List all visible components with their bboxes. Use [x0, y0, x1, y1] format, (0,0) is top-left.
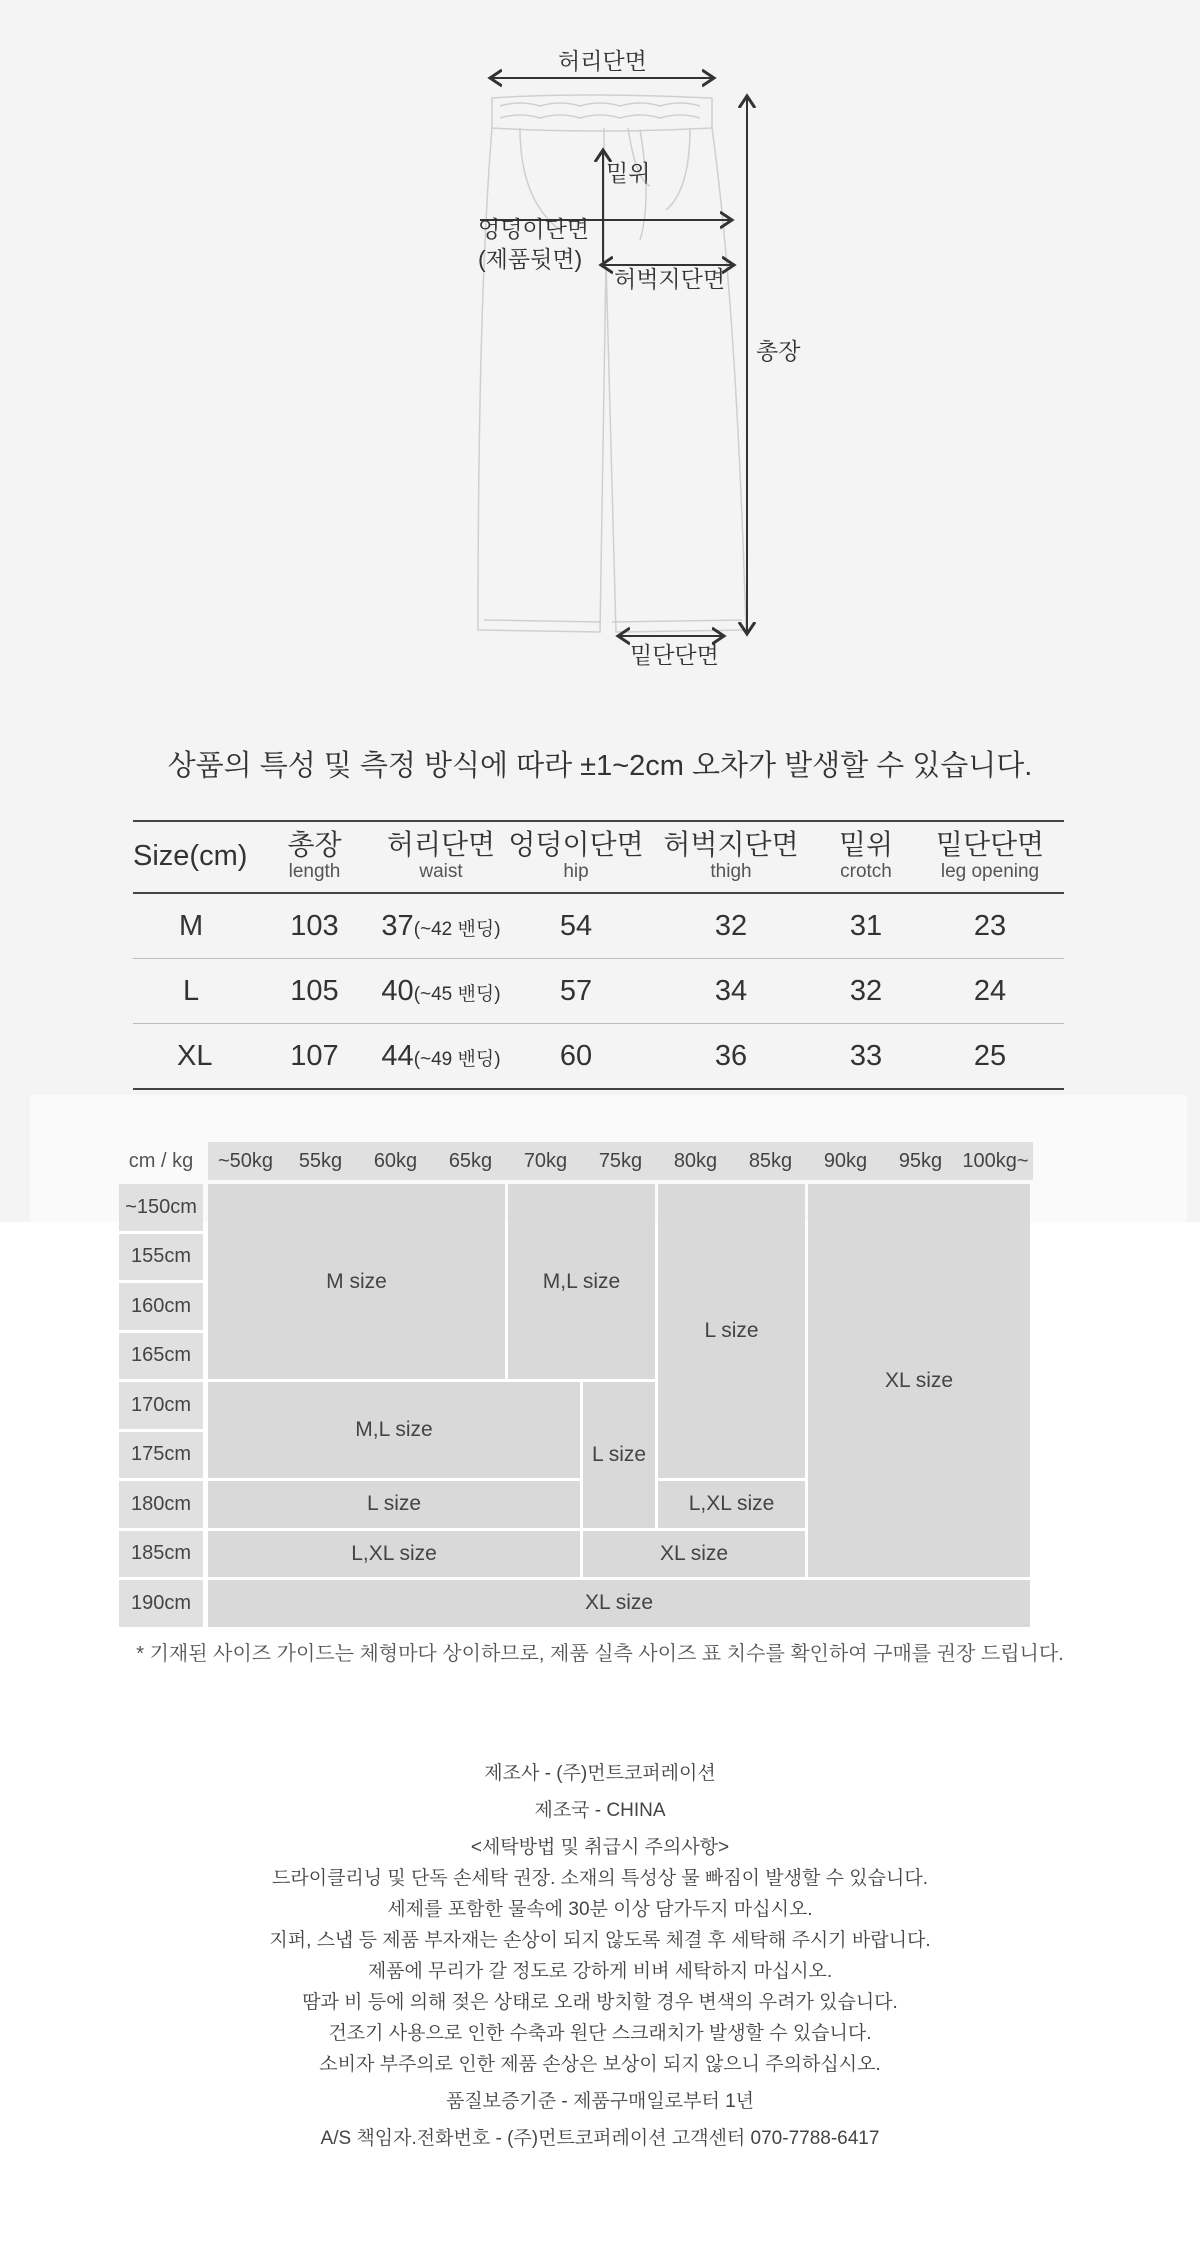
cell-crotch: 32 — [816, 959, 916, 1024]
cell-crotch: 31 — [816, 893, 916, 959]
waist-label: 허리단면 — [558, 48, 647, 74]
cell-leg-opening: 25 — [916, 1024, 1064, 1090]
height-header: 155cm — [119, 1234, 203, 1281]
size-region: XL size — [583, 1531, 805, 1578]
cell-size: L — [133, 959, 253, 1024]
hip-label: 엉덩이단면 — [478, 216, 590, 242]
weight-header: 85kg — [748, 1149, 793, 1172]
height-header: ~150cm — [119, 1184, 203, 1231]
table-row — [133, 1024, 1064, 1090]
cell-waist: 40(~45 밴딩) — [376, 959, 506, 1024]
band-note: (~49 밴딩) — [413, 1048, 501, 1070]
rise-label: 밑위 — [606, 160, 651, 186]
cell-waist: 37(~42 밴딩) — [376, 893, 506, 959]
pants-diagram — [0, 0, 1200, 690]
cell-leg-opening: 23 — [916, 893, 1064, 959]
cell-hip: 60 — [506, 1024, 646, 1090]
care-line: 건조기 사용으로 인한 수축과 원단 스크래치가 발생할 수 있습니다. — [328, 2023, 872, 2044]
height-header: 160cm — [119, 1283, 203, 1330]
cell-thigh: 36 — [646, 1024, 816, 1090]
cell-waist: 44(~49 밴딩) — [376, 1024, 506, 1090]
leg-opening-label: 밑단단면 — [630, 642, 719, 668]
care-line: 제품에 무리가 갈 정도로 강하게 비벼 세탁하지 마십시오. — [367, 1961, 833, 1982]
header-thigh: 허벅지단면 thigh — [646, 821, 816, 893]
cell-size: M — [133, 893, 253, 959]
weight-header: 55kg — [298, 1149, 343, 1172]
weight-header: 60kg — [373, 1149, 418, 1172]
size-region: XL size — [208, 1580, 1030, 1627]
header-length: 총장 length — [253, 821, 376, 893]
cell-hip: 57 — [506, 959, 646, 1024]
country-of-origin: 제조국 - CHINA — [534, 1800, 666, 1821]
header-leg-opening: 밑단단면 leg opening — [916, 821, 1064, 893]
band-note: (~45 밴딩) — [413, 983, 501, 1005]
height-header: 190cm — [119, 1580, 203, 1627]
weight-header: 70kg — [523, 1149, 568, 1172]
size-table-header — [133, 821, 1064, 893]
height-header: 185cm — [119, 1531, 203, 1578]
height-header: 175cm — [119, 1432, 203, 1479]
footnote: * 기재된 사이즈 가이드는 체형마다 상이하므로, 제품 실측 사이즈 표 치수를 확인하여 구매를 권장 드립니다. — [136, 1643, 1064, 1665]
weight-header: 80kg — [673, 1149, 718, 1172]
cell-hip: 54 — [506, 893, 646, 959]
care-line: 드라이클리닝 및 단독 손세탁 권장. 소재의 특성상 물 빠짐이 발생할 수 있습니다. — [272, 1868, 928, 1889]
care-title: <세탁방법 및 취급시 주의사항> — [470, 1837, 730, 1858]
cell-length: 107 — [253, 1024, 376, 1090]
weight-header: 90kg — [823, 1149, 868, 1172]
cell-crotch: 33 — [816, 1024, 916, 1090]
weight-header: 75kg — [598, 1149, 643, 1172]
measurement-notice: 상품의 특성 및 측정 방식에 따라 ±1~2cm 오차가 발생할 수 있습니다. — [167, 750, 1033, 782]
height-header: 170cm — [119, 1382, 203, 1429]
header-crotch: 밑위 crotch — [816, 821, 916, 893]
height-header: 180cm — [119, 1481, 203, 1528]
size-region: M,L size — [508, 1184, 655, 1379]
size-region: L,XL size — [658, 1481, 805, 1528]
header-hip: 엉덩이단면 hip — [506, 821, 646, 893]
manufacturer: 제조사 - (주)먼트코퍼레이션 — [484, 1763, 716, 1784]
cell-leg-opening: 24 — [916, 959, 1064, 1024]
cell-length: 105 — [253, 959, 376, 1024]
size-region: L size — [658, 1184, 805, 1478]
size-region: L size — [583, 1382, 655, 1528]
pants-illustration — [0, 0, 1200, 690]
cell-length: 103 — [253, 893, 376, 959]
header-size: Size(cm) — [133, 821, 253, 893]
weight-header: 95kg — [898, 1149, 943, 1172]
hip-back-label: (제품뒷면) — [478, 246, 583, 272]
size-region: M size — [208, 1184, 505, 1379]
care-line: 세제를 포함한 물속에 30분 이상 담가두지 마십시오. — [387, 1899, 813, 1920]
size-region: M,L size — [208, 1382, 580, 1478]
care-line: 지퍼, 스냅 등 제품 부자재는 손상이 되지 않도록 체결 후 세탁해 주시기 바랍니다. — [269, 1930, 931, 1951]
cell-thigh: 34 — [646, 959, 816, 1024]
after-service-contact: A/S 책임자.전화번호 - (주)먼트코퍼레이션 고객센터 070-7788-6417 — [320, 2128, 880, 2149]
weight-header: 65kg — [448, 1149, 493, 1172]
size-region: XL size — [808, 1184, 1030, 1577]
table-row — [133, 893, 1064, 959]
size-table — [133, 820, 1064, 1090]
table-row — [133, 959, 1064, 1024]
warranty: 품질보증기준 - 제품구매일로부터 1년 — [445, 2091, 755, 2112]
size-region: L size — [208, 1481, 580, 1528]
care-line: 소비자 부주의로 인한 제품 손상은 보상이 되지 않으니 주의하십시오. — [319, 2054, 881, 2075]
care-line: 땀과 비 등에 의해 젖은 상태로 오래 방치할 경우 변색의 우려가 있습니다. — [302, 1992, 898, 2013]
header-waist: 허리단면 waist — [376, 821, 506, 893]
length-label: 총장 — [756, 338, 801, 364]
weight-header: ~50kg — [217, 1149, 274, 1172]
size-region: L,XL size — [208, 1531, 580, 1578]
band-note: (~42 밴딩) — [413, 918, 501, 940]
chart-corner-label: cm / kg — [128, 1149, 194, 1172]
product-info — [0, 1758, 1200, 2154]
weight-header: 100kg~ — [962, 1149, 1029, 1172]
height-header: 165cm — [119, 1333, 203, 1380]
thigh-label: 허벅지단면 — [614, 266, 726, 292]
cell-size: XL — [133, 1024, 253, 1090]
cell-thigh: 32 — [646, 893, 816, 959]
